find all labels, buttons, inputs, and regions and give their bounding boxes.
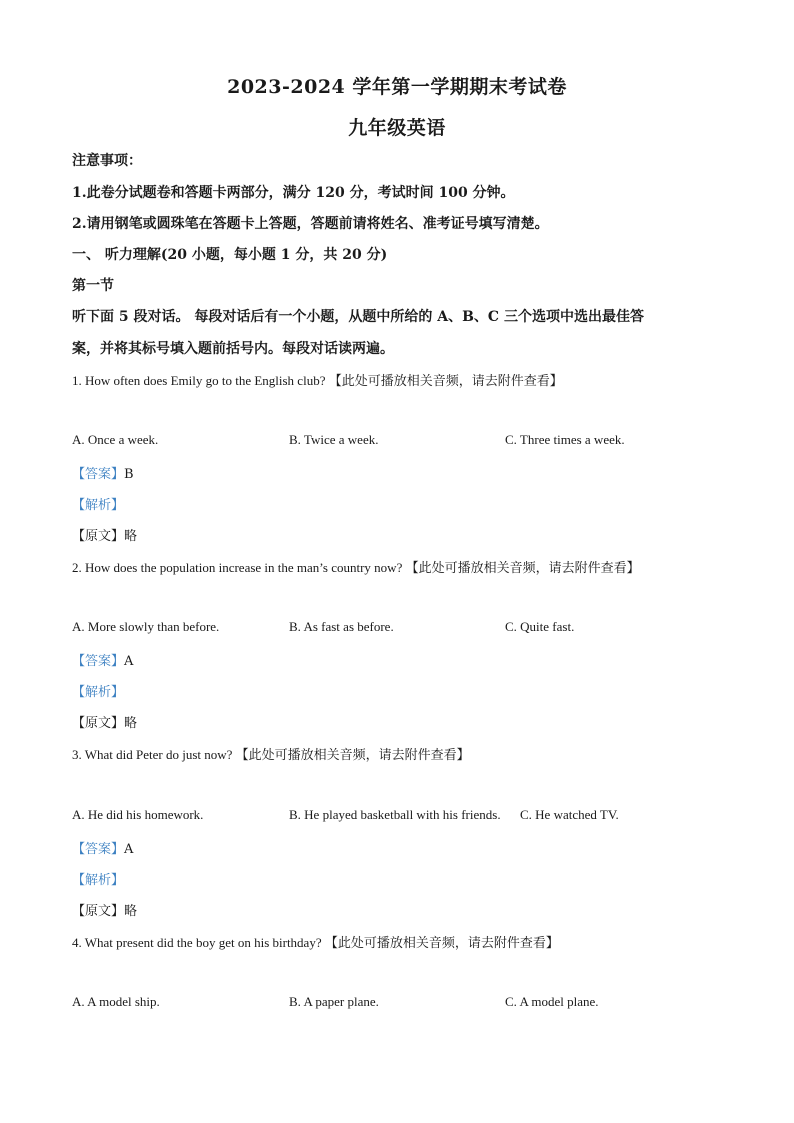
answer-label: 【答案】 xyxy=(72,467,125,482)
question-3-analysis xyxy=(72,869,124,888)
question-1-option-c: C. Three times a week. xyxy=(505,432,625,447)
notes-heading: 注意事项： xyxy=(72,153,142,169)
answer-value: A xyxy=(124,654,134,669)
note-item-1: 1.此卷分试题卷和答题卡两部分，满分 120 分，考试时间 100 分钟。 xyxy=(72,185,515,201)
question-3-option-c: C. He watched TV. xyxy=(520,807,619,822)
question-4-option-b: B. A paper plane. xyxy=(289,994,379,1009)
original-label: 【原文】 xyxy=(72,904,125,919)
original-label: 【原文】 xyxy=(72,716,125,731)
question-3-answer xyxy=(72,838,133,857)
original-value: 略 xyxy=(124,904,138,919)
question-3-option-a: A. He did his homework. xyxy=(72,807,204,822)
question-1-stem: 1. How often does Emily go to the English club? 【此处可播放相关音频，请去附件查看】 xyxy=(72,373,563,388)
question-2-answer xyxy=(72,650,133,669)
question-2-original xyxy=(72,712,137,731)
analysis-label: 【解析】 xyxy=(72,685,125,700)
question-4-option-a: A. A model ship. xyxy=(72,994,160,1009)
answer-value: A xyxy=(124,842,134,857)
question-1-original xyxy=(72,525,137,544)
note-item-2: 2.请用钢笔或圆珠笔在答题卡上答题，答题前请将姓名、准考证号填写清楚。 xyxy=(72,216,549,232)
part-heading: 第一节 xyxy=(72,278,114,294)
section-heading: 一、 听力理解(20 小题，每小题 1 分，共 20 分) xyxy=(72,247,388,263)
question-4-stem: 4. What present did the boy get on his birthday? 【此处可播放相关音频，请去附件查看】 xyxy=(72,935,559,950)
analysis-label: 【解析】 xyxy=(72,873,125,888)
original-label: 【原文】 xyxy=(72,529,125,544)
question-1-answer xyxy=(72,463,134,482)
question-4-option-c: C. A model plane. xyxy=(505,994,599,1009)
question-1-option-a: A. Once a week. xyxy=(72,432,159,447)
question-3-original xyxy=(72,900,137,919)
original-value: 略 xyxy=(124,529,138,544)
instructions-line-2: 案，并将其标号填入题前括号内。每段对话读两遍。 xyxy=(72,341,394,357)
answer-value: B xyxy=(124,467,134,482)
question-2-analysis xyxy=(72,681,124,700)
exam-subtitle: 九年级英语 xyxy=(348,117,446,139)
question-2-option-c: C. Quite fast. xyxy=(505,619,575,634)
answer-label: 【答案】 xyxy=(72,654,125,669)
question-2-option-b: B. As fast as before. xyxy=(289,619,394,634)
answer-label: 【答案】 xyxy=(72,842,125,857)
instructions-line-1: 听下面 5 段对话。 每段对话后有一个小题，从题中所给的 A、B、C 三个选项中选出最佳答 xyxy=(72,309,644,325)
exam-title: 2023-2024 学年第一学期期末考试卷 xyxy=(227,76,567,98)
question-1-analysis xyxy=(72,494,124,513)
question-3-option-b: B. He played basketball with his friends. xyxy=(289,807,501,822)
question-2-stem: 2. How does the population increase in the man’s country now? 【此处可播放相关音频，请去附件查看】 xyxy=(72,560,640,575)
analysis-label: 【解析】 xyxy=(72,498,125,513)
original-value: 略 xyxy=(124,716,138,731)
question-1-option-b: B. Twice a week. xyxy=(289,432,379,447)
question-2-option-a: A. More slowly than before. xyxy=(72,619,220,634)
question-3-stem: 3. What did Peter do just now? 【此处可播放相关音频，请去附件查看】 xyxy=(72,747,470,762)
